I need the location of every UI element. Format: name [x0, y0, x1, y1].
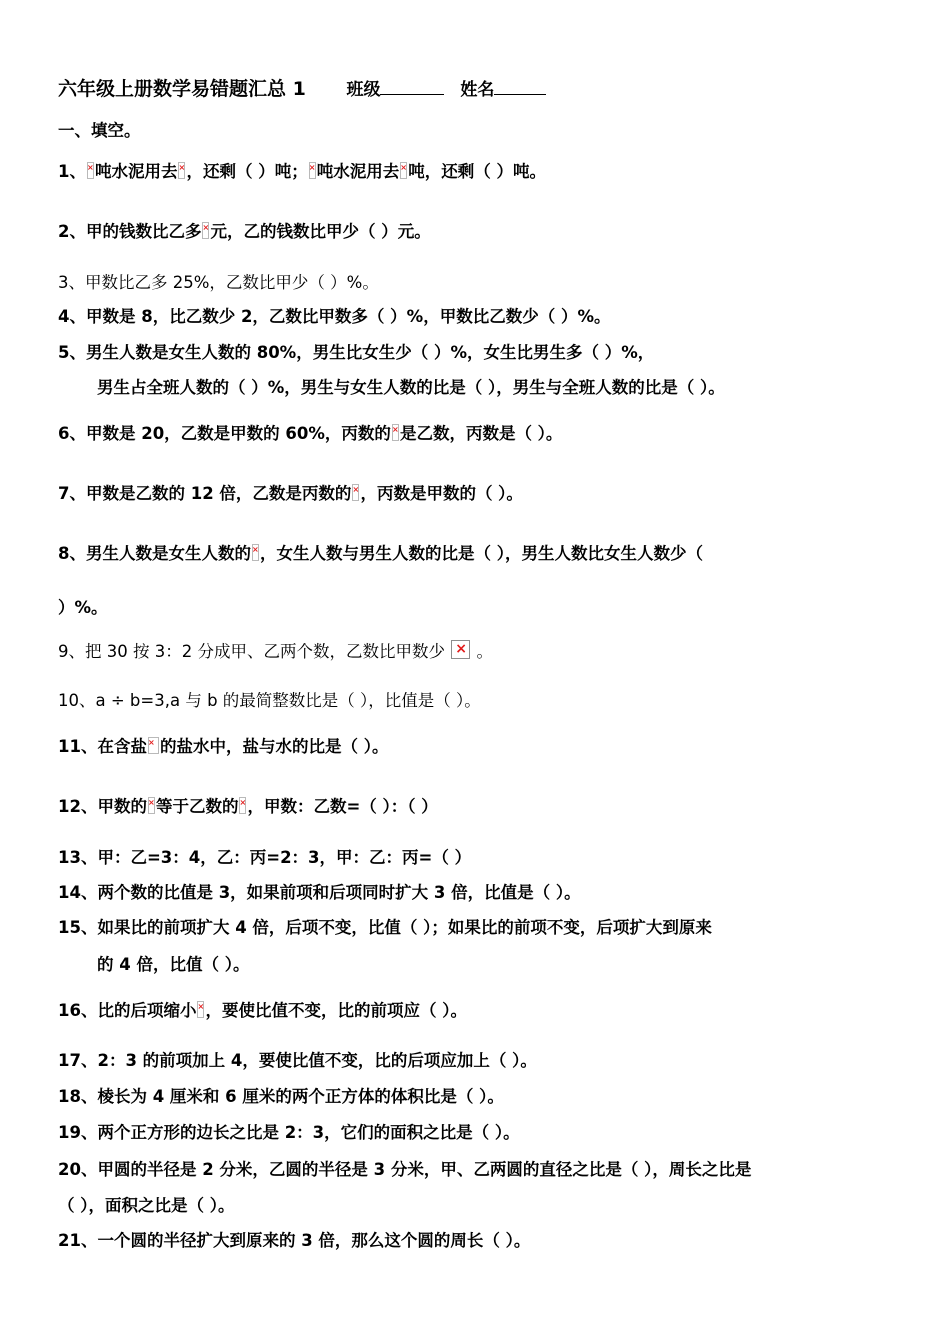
question-12 — [58, 793, 438, 817]
question-13: 13、甲：乙=3：4，乙：丙=2：3，甲：乙：丙=（ ） — [58, 848, 472, 867]
name-label: 姓名 — [460, 80, 495, 100]
question-text: ，还剩（ ）吨； — [186, 162, 308, 181]
section-heading: 一、填空。 — [58, 121, 141, 140]
question-text: 的盐水中，盐与水的比是（ ）。 — [159, 737, 389, 756]
name-field — [460, 80, 546, 100]
missing-fraction-image-icon — [148, 797, 155, 814]
question-15: 15、如果比的前项扩大 4 倍，后项不变，比值（ ）；如果比的前项不变，后项扩大到原来 — [58, 918, 712, 937]
question-text: ，丙数是甲数的（ ）。 — [360, 484, 523, 503]
question-text: ，要使比值不变，比的前项应（ ）。 — [205, 1001, 467, 1020]
missing-fraction-image-icon — [148, 737, 159, 754]
question-17: 17、2：3 的前项加上 4，要使比值不变，比的后项应加上（ ）。 — [58, 1051, 537, 1070]
missing-fraction-image-icon — [202, 222, 209, 239]
question-text: ，甲数：乙数=（ ）：（ ） — [247, 797, 438, 816]
question-text: 2、甲的钱数比乙多 — [58, 222, 202, 241]
question-18: 18、棱长为 4 厘米和 6 厘米的两个正方体的体积比是（ ）。 — [58, 1087, 504, 1106]
question-16 — [58, 997, 467, 1021]
name-blank — [494, 78, 546, 95]
missing-fraction-image-icon — [309, 162, 316, 179]
question-text: 16、比的后项缩小 — [58, 1001, 197, 1020]
question-8-continued: ）%。 — [58, 598, 108, 617]
question-7 — [58, 480, 523, 504]
question-5: 5、男生人数是女生人数的 80%，男生比女生少（ ）%，女生比男生多（ ）%， — [58, 343, 655, 362]
question-21: 21、一个圆的半径扩大到原来的 3 倍，那么这个圆的周长（ ）。 — [58, 1231, 531, 1250]
question-text: 9、把 30 按 3：2 分成甲、乙两个数，乙数比甲数少 — [58, 642, 445, 661]
question-14: 14、两个数的比值是 3，如果前项和后项同时扩大 3 倍，比值是（ ）。 — [58, 883, 581, 902]
question-text: 。 — [476, 642, 493, 661]
question-4: 4、甲数是 8，比乙数少 2，乙数比甲数多（ ）%，甲数比乙数少（ ）%。 — [58, 307, 611, 326]
question-text: 12、甲数的 — [58, 797, 147, 816]
question-19: 19、两个正方形的边长之比是 2：3，它们的面积之比是（ ）。 — [58, 1123, 520, 1142]
question-9 — [58, 638, 493, 662]
question-text: 吨水泥用去 — [94, 162, 178, 181]
question-8 — [58, 540, 703, 564]
question-text: 是乙数，丙数是（ ）。 — [399, 424, 563, 443]
question-text: 6、甲数是 20，乙数是甲数的 60%，丙数的 — [58, 424, 391, 443]
question-10: 10、a ÷ b=3,a 与 b 的最简整数比是（ ），比值是（ ）。 — [58, 691, 481, 710]
question-text: 11、在含盐 — [58, 737, 147, 756]
missing-answer-image-icon — [451, 640, 470, 659]
question-11 — [58, 733, 388, 757]
question-15-continued: 的 4 倍，比值（ ）。 — [97, 955, 250, 974]
class-label: 班级 — [346, 80, 381, 100]
question-text: 8、男生人数是女生人数的 — [58, 544, 251, 563]
missing-fraction-image-icon — [352, 484, 359, 501]
missing-fraction-image-icon — [392, 424, 399, 441]
question-3: 3、甲数比乙多 25%，乙数比甲少（ ）%。 — [58, 273, 379, 292]
class-blank — [380, 78, 444, 95]
question-1 — [58, 158, 546, 182]
worksheet-header — [58, 74, 546, 101]
missing-fraction-image-icon — [400, 162, 407, 179]
worksheet-title: 六年级上册数学易错题汇总 1 — [58, 78, 306, 100]
missing-fraction-image-icon — [252, 544, 259, 561]
question-text: 吨水泥用去 — [316, 162, 400, 181]
class-field — [346, 80, 450, 100]
missing-fraction-image-icon — [197, 1001, 204, 1018]
missing-fraction-image-icon — [178, 162, 185, 179]
question-6 — [58, 420, 562, 444]
question-text: 元，乙的钱数比甲少（ ）元。 — [210, 222, 431, 241]
question-5-continued: 男生占全班人数的（ ）%，男生与女生人数的比是（ ），男生与全班人数的比是（ ）。 — [97, 378, 725, 397]
question-text: 等于乙数的 — [155, 797, 239, 816]
missing-fraction-image-icon — [87, 162, 94, 179]
missing-fraction-image-icon — [239, 797, 246, 814]
question-2 — [58, 218, 431, 242]
question-text: ，女生人数与男生人数的比是（ ），男生人数比女生人数少（ — [259, 544, 703, 563]
question-20: 20、甲圆的半径是 2 分米，乙圆的半径是 3 分米，甲、乙两圆的直径之比是（ ），周长之比是 — [58, 1160, 752, 1179]
question-text: 1、 — [58, 162, 86, 181]
question-text: 吨，还剩（ ）吨。 — [408, 162, 546, 181]
question-20-continued: （ ），面积之比是（ ）。 — [58, 1196, 235, 1215]
question-text: 7、甲数是乙数的 12 倍，乙数是丙数的 — [58, 484, 352, 503]
